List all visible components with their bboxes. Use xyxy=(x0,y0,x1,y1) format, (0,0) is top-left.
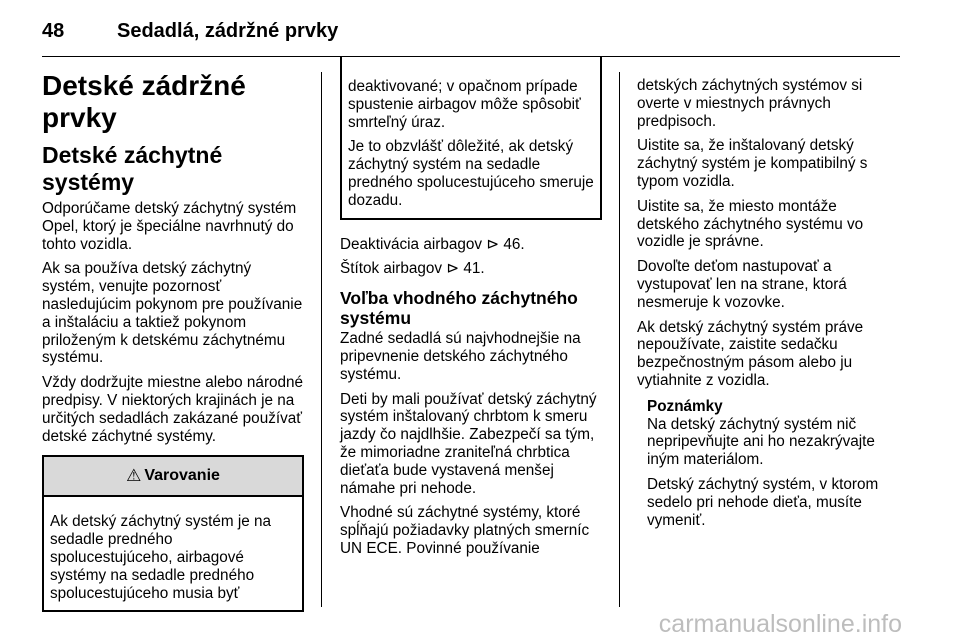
paragraph: Ak detský záchytný systém práve nepoužívate, zaistite sedačku bezpečnostným pásom alebo ju vytiahnite z vozidla. xyxy=(637,318,864,389)
warning-header xyxy=(44,457,302,497)
section-heading: Voľba vhodného záchytného systému xyxy=(340,288,578,329)
cross-reference xyxy=(340,236,602,254)
paragraph: Uistite sa, že miesto montáže detského záchytného systému vo vozidle je správne. xyxy=(637,197,864,251)
page-reference-icon: ⊳ xyxy=(486,235,500,253)
paragraph: Odporúčame detský záchytný systém Opel, ktorý je špeciálne navrhnutý do tohto vozidla. xyxy=(42,200,297,253)
paragraph: Vždy dodržujte miestne alebo národné predpisy. V niektorých krajinách je na určitých sedadlách zakázané používať detské záchytné systémy. xyxy=(42,374,304,445)
page-reference-icon: ⊳ xyxy=(446,260,460,278)
paragraph: detských záchytných systémov si overte v miestnych právnych predpisoch. xyxy=(637,77,863,130)
paragraph: Uistite sa, že inštalovaný detský záchytný systém je kompatibilný s typom vozidla. xyxy=(637,137,868,190)
note-title: Poznámky xyxy=(647,397,723,415)
cross-reference xyxy=(340,260,602,278)
warning-text: deaktivované; v opačnom prípade spustenie airbagov môže spôsobiť smrteľný úraz. xyxy=(348,78,581,131)
section-heading: Detské záchytné systémy xyxy=(42,142,223,195)
reference-text: Štítok airbagov xyxy=(340,260,443,278)
page-number: 48 xyxy=(42,20,65,42)
watermark: carmanualsonline.info xyxy=(658,610,902,638)
note-box xyxy=(637,398,899,530)
paragraph: Ak sa používa detský záchytný systém, venujte pozornosť nasledujúcim pokynom pre používanie a inštaláciu a taktiež pokynom priloženým k detskému záchytnému systému. xyxy=(42,260,303,367)
paragraph: Zadné sedadlá sú najvhodnejšie na pripevnenie detského záchytného systému. xyxy=(340,330,581,383)
column-1 xyxy=(42,70,304,612)
reference-page: 46. xyxy=(503,235,525,253)
warning-box-continued xyxy=(340,56,602,220)
paragraph: Vhodné sú záchytné systémy, ktoré spĺňajú požiadavky platných smerníc UN ECE. Povinné používanie xyxy=(340,504,590,557)
reference-text: Deaktivácia airbagov xyxy=(340,235,482,253)
warning-text: Ak detský záchytný systém je na sedadle predného spolucestujúceho, airbagové systémy na sedadle predného spolucestujúceho musia byť xyxy=(50,513,272,602)
column-2 xyxy=(340,56,602,565)
column-divider-2 xyxy=(619,72,620,607)
warning-triangle-icon: ⚠ xyxy=(126,466,142,486)
reference-page: 41. xyxy=(463,260,485,278)
column-3 xyxy=(637,77,899,536)
paragraph: Dovoľte deťom nastupovať a vystupovať len na strane, ktorá nesmeruje k vozovke. xyxy=(637,258,847,311)
column-divider-1 xyxy=(321,72,322,607)
warning-text: Je to obzvlášť dôležité, ak detský záchytný systém na sedadle predného spolucestujúceho smeruje dozadu. xyxy=(348,138,594,209)
chapter-heading: Detské zádržné prvky xyxy=(42,70,246,133)
warning-title: Varovanie xyxy=(144,467,220,485)
paragraph: Deti by mali používať detský záchytný systém inštalovaný chrbtom k smeru jazdy čo najdlhšie. Zabezpečí sa tým, že mimoriadne zraniteľná chrbtica dieťaťa bude vystavená menšej námahe pri nehode. xyxy=(340,390,597,497)
page-header-title: Sedadlá, zádržné prvky xyxy=(117,20,339,42)
note-text: Detský záchytný systém, v ktorom sedelo pri nehode dieťa, musíte vymeniť. xyxy=(647,475,879,529)
warning-box xyxy=(42,455,304,612)
note-text: Na detský záchytný systém nič nepripevňujte ani ho nezakrývajte iným materiálom. xyxy=(647,415,875,469)
